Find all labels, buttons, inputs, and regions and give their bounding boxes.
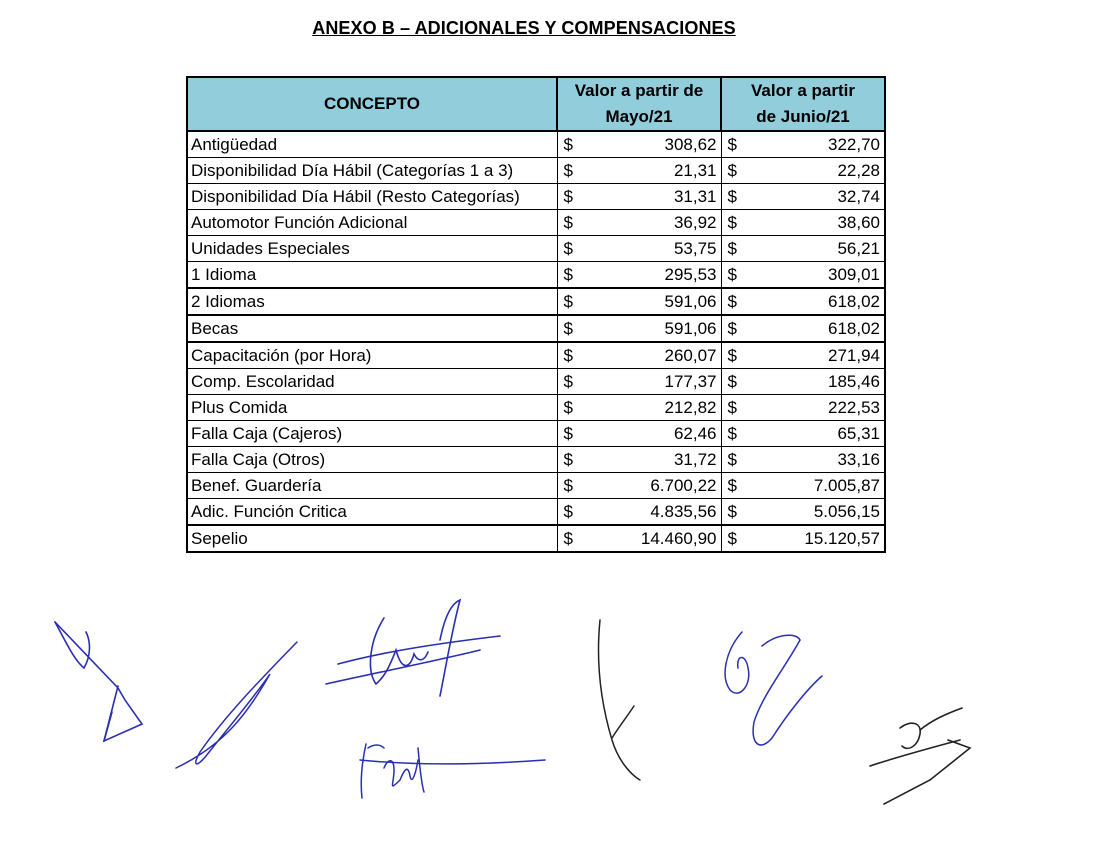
- concepto-cell: Benef. Guardería: [187, 473, 557, 499]
- currency-junio-cell: $: [721, 342, 748, 369]
- concepto-cell: Plus Comida: [187, 395, 557, 421]
- header-concepto: CONCEPTO: [187, 77, 557, 131]
- valor-mayo-cell: 21,31: [584, 158, 721, 184]
- valor-junio-cell: 7.005,87: [748, 473, 885, 499]
- document-title: ANEXO B – ADICIONALES Y COMPENSACIONES: [312, 18, 736, 38]
- concepto-cell: Comp. Escolaridad: [187, 369, 557, 395]
- currency-junio-cell: $: [721, 131, 748, 158]
- valor-junio-cell: 32,74: [748, 184, 885, 210]
- valor-junio-cell: 5.056,15: [748, 499, 885, 526]
- valor-mayo-cell: 177,37: [584, 369, 721, 395]
- currency-mayo-cell: $: [557, 499, 584, 526]
- valor-junio-cell: 22,28: [748, 158, 885, 184]
- valor-mayo-cell: 31,72: [584, 447, 721, 473]
- concepto-cell: 1 Idioma: [187, 262, 557, 289]
- valor-junio-cell: 222,53: [748, 395, 885, 421]
- valor-junio-cell: 185,46: [748, 369, 885, 395]
- concepto-cell: Becas: [187, 315, 557, 342]
- valor-junio-cell: 618,02: [748, 288, 885, 315]
- concepto-cell: Disponibilidad Día Hábil (Resto Categorías): [187, 184, 557, 210]
- valor-junio-cell: 271,94: [748, 342, 885, 369]
- concepto-cell: Antigüedad: [187, 131, 557, 158]
- header-mayo-line1: Valor a partir de: [574, 81, 704, 100]
- currency-junio-cell: $: [721, 184, 748, 210]
- concepto-cell: Falla Caja (Otros): [187, 447, 557, 473]
- concepto-cell: Adic. Función Critica: [187, 499, 557, 526]
- currency-mayo-cell: $: [557, 369, 584, 395]
- signature-4: [360, 744, 545, 798]
- currency-mayo-cell: $: [557, 342, 584, 369]
- signature-5: [599, 620, 641, 780]
- currency-mayo-cell: $: [557, 262, 584, 289]
- currency-junio-cell: $: [721, 369, 748, 395]
- currency-junio-cell: $: [721, 288, 748, 315]
- concepto-cell: Sepelio: [187, 525, 557, 552]
- header-junio-line2: de Junio/21: [756, 107, 850, 126]
- valor-mayo-cell: 62,46: [584, 421, 721, 447]
- currency-mayo-cell: $: [557, 184, 584, 210]
- currency-mayo-cell: $: [557, 158, 584, 184]
- valor-mayo-cell: 36,92: [584, 210, 721, 236]
- signature-6: [725, 632, 822, 745]
- currency-junio-cell: $: [721, 210, 748, 236]
- valor-junio-cell: 322,70: [748, 131, 885, 158]
- concepto-cell: Capacitación (por Hora): [187, 342, 557, 369]
- currency-junio-cell: $: [721, 315, 748, 342]
- concepto-cell: 2 Idiomas: [187, 288, 557, 315]
- valor-junio-cell: 33,16: [748, 447, 885, 473]
- currency-mayo-cell: $: [557, 473, 584, 499]
- valor-junio-cell: 309,01: [748, 262, 885, 289]
- valor-mayo-cell: 591,06: [584, 315, 721, 342]
- valor-mayo-cell: 212,82: [584, 395, 721, 421]
- valor-junio-cell: 618,02: [748, 315, 885, 342]
- valor-mayo-cell: 4.835,56: [584, 499, 721, 526]
- currency-mayo-cell: $: [557, 236, 584, 262]
- currency-mayo-cell: $: [557, 447, 584, 473]
- currency-mayo-cell: $: [557, 315, 584, 342]
- currency-junio-cell: $: [721, 473, 748, 499]
- currency-mayo-cell: $: [557, 525, 584, 552]
- currency-junio-cell: $: [721, 158, 748, 184]
- currency-junio-cell: $: [721, 262, 748, 289]
- header-junio-line1: Valor a partir: [751, 81, 855, 100]
- currency-mayo-cell: $: [557, 395, 584, 421]
- currency-junio-cell: $: [721, 499, 748, 526]
- signature-1: [55, 622, 142, 741]
- currency-junio-cell: $: [721, 525, 748, 552]
- signature-2: [176, 642, 297, 768]
- concepto-cell: Falla Caja (Cajeros): [187, 421, 557, 447]
- valor-mayo-cell: 591,06: [584, 288, 721, 315]
- concepto-cell: Automotor Función Adicional: [187, 210, 557, 236]
- valor-junio-cell: 15.120,57: [748, 525, 885, 552]
- valor-mayo-cell: 31,31: [584, 184, 721, 210]
- valor-mayo-cell: 295,53: [584, 262, 721, 289]
- currency-junio-cell: $: [721, 395, 748, 421]
- currency-mayo-cell: $: [557, 131, 584, 158]
- valor-mayo-cell: 308,62: [584, 131, 721, 158]
- valor-junio-cell: 38,60: [748, 210, 885, 236]
- concepto-cell: Disponibilidad Día Hábil (Categorías 1 a 3): [187, 158, 557, 184]
- header-mayo-line2: Mayo/21: [605, 107, 673, 126]
- currency-junio-cell: $: [721, 447, 748, 473]
- currency-junio-cell: $: [721, 236, 748, 262]
- concepto-cell: Unidades Especiales: [187, 236, 557, 262]
- valor-mayo-cell: 14.460,90: [584, 525, 721, 552]
- valor-junio-cell: 56,21: [748, 236, 885, 262]
- signature-7: [870, 708, 970, 804]
- signature-3: [326, 600, 500, 696]
- valor-mayo-cell: 53,75: [584, 236, 721, 262]
- currency-mayo-cell: $: [557, 421, 584, 447]
- valor-mayo-cell: 6.700,22: [584, 473, 721, 499]
- valor-junio-cell: 65,31: [748, 421, 885, 447]
- currency-junio-cell: $: [721, 421, 748, 447]
- currency-mayo-cell: $: [557, 288, 584, 315]
- valor-mayo-cell: 260,07: [584, 342, 721, 369]
- currency-mayo-cell: $: [557, 210, 584, 236]
